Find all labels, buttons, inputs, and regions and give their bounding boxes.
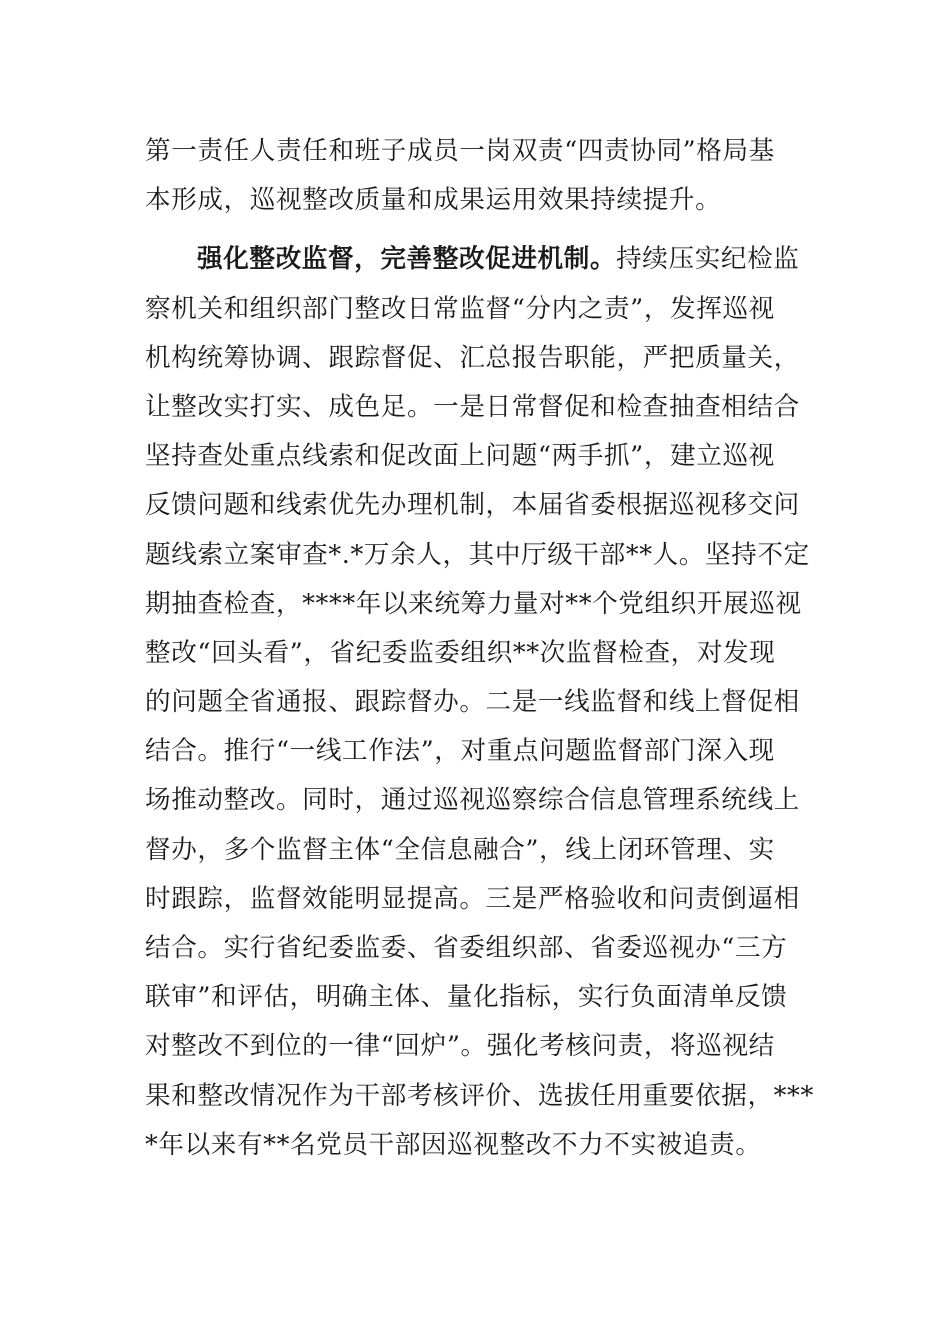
text-line: 联审”和评估，明确主体、量化指标，实行负面清单反馈 <box>145 982 788 1013</box>
paragraph-first-line <box>145 235 825 284</box>
text-line: 对整改不到位的一律“回炉”。强化考核问责，将巡视结 <box>145 1031 775 1062</box>
text-line: 场推动整改。同时，通过巡视巡察综合信息管理系统线上 <box>145 785 800 816</box>
text-line: 本形成，巡视整改质量和成果运用效果持续提升。 <box>145 185 722 216</box>
text-line: *年以来有**名党员干部因巡视整改不力不实被追责。 <box>145 1129 762 1160</box>
paragraph-2 <box>145 235 825 1170</box>
text-line: 结合。推行“一线工作法”，对重点问题监督部门深入现 <box>145 736 775 767</box>
text-segment: 持续压实纪检监 <box>616 244 800 275</box>
paragraph-spacer <box>145 225 825 235</box>
text-line: 果和整改情况作为干部考核评价、选拔任用重要依据，*** <box>145 1080 814 1111</box>
text-line: 的问题全省通报、跟踪督办。二是一线监督和线上督促相 <box>145 687 800 718</box>
text-line: 督办，多个监督主体“全信息融合”，线上闭环管理、实 <box>145 834 775 865</box>
text-line: 让整改实打实、成色足。一是日常督促和检查抽查相结合 <box>145 391 800 422</box>
text-line: 整改“回头看”，省纪委监委组织**次监督检查，对发现 <box>145 637 776 668</box>
text-line: 时跟踪，监督效能明显提高。三是严格验收和问责倒逼相 <box>145 883 800 914</box>
text-line: 坚持查处重点线索和促改面上问题“两手抓”，建立巡视 <box>145 441 775 472</box>
text-line: 第一责任人责任和班子成员一岗双责“四责协同”格局基 <box>145 136 775 166</box>
text-line: 机构统筹协调、跟踪督促、汇总报告职能，严把质量关， <box>145 342 800 373</box>
document-body <box>145 127 825 1170</box>
text-line: 结合。实行省纪委监委、省委组织部、省委巡视办“三方 <box>145 933 788 963</box>
text-line: 期抽查检查，****年以来统筹力量对**个党组织开展巡视 <box>145 588 802 619</box>
text-line: 题线索立案审查*.*万余人，其中厅级干部**人。坚持不定 <box>145 539 810 570</box>
paragraph-heading: 强化整改监督，完善整改促进机制。 <box>197 244 617 275</box>
text-line: 反馈问题和线索优先办理机制，本届省委根据巡视移交问 <box>145 490 800 521</box>
text-line: 察机关和组织部门整改日常监督“分内之责”，发挥巡视 <box>145 293 775 324</box>
paragraph-1 <box>145 127 825 225</box>
